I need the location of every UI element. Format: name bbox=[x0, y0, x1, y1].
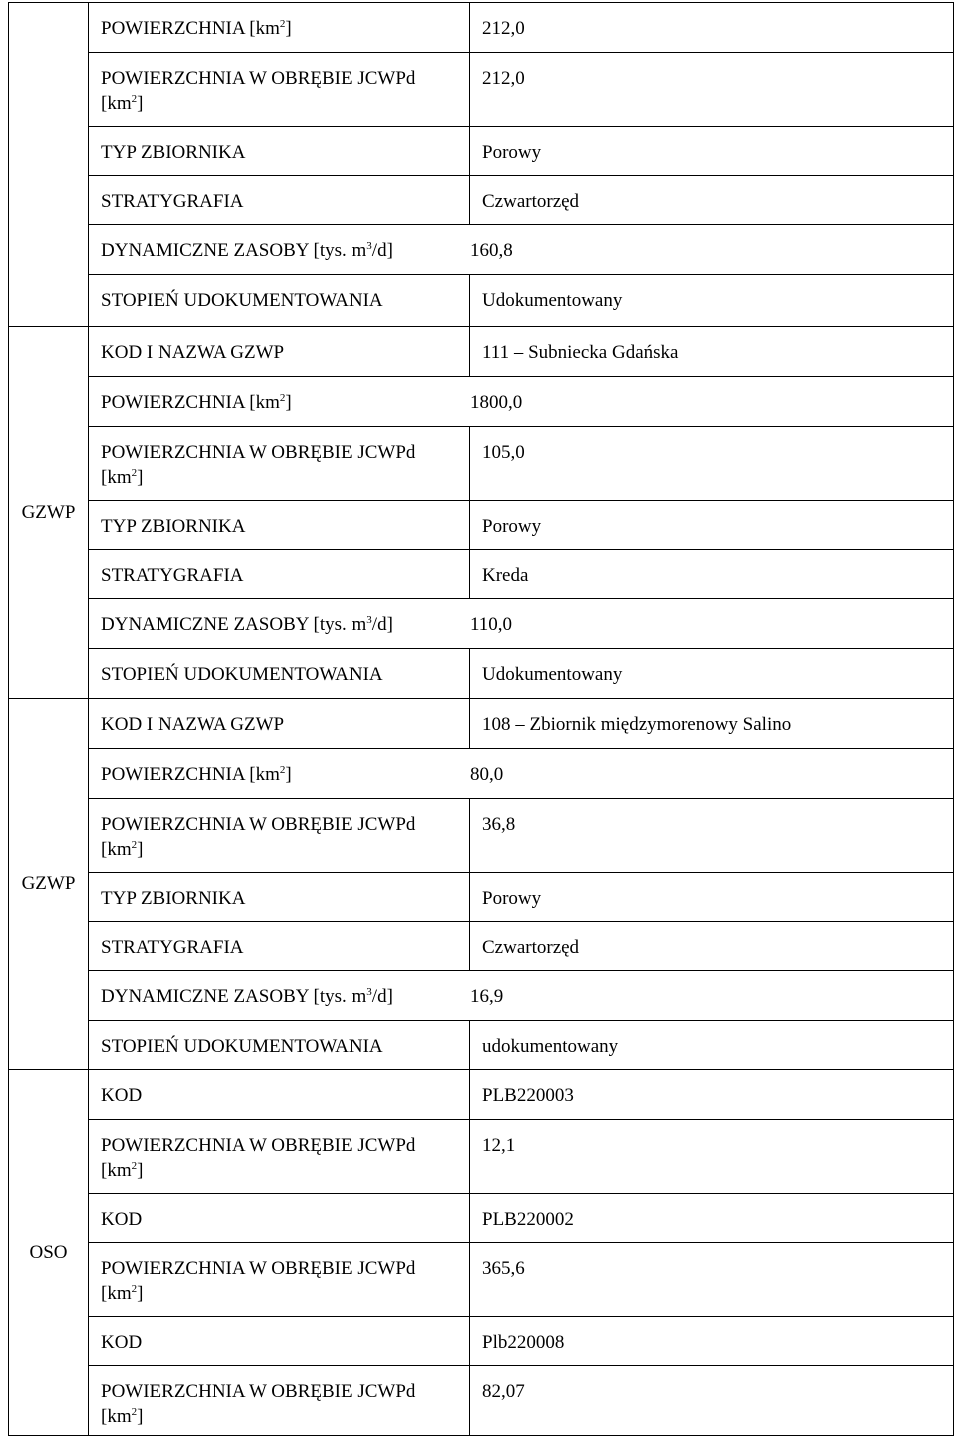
table-row bbox=[89, 376, 953, 426]
table-section bbox=[9, 1069, 953, 1435]
table-row bbox=[89, 1119, 953, 1193]
row-label: KOD bbox=[101, 1332, 143, 1353]
row-label: KOD bbox=[101, 1209, 143, 1230]
row-value: Czwartorzęd bbox=[482, 937, 580, 958]
row-label: STOPIEŃ UDOKUMENTOWANIA bbox=[101, 290, 383, 311]
table-row bbox=[89, 1193, 953, 1242]
groundwater-data-table bbox=[8, 2, 954, 1436]
row-value: 212,0 bbox=[482, 18, 525, 39]
row-value: 111 ⎯ Subniecka Gdańska bbox=[482, 342, 679, 363]
row-label: POWIERZCHNIA W OBRĘBIE JCWPd $[km^2]$ bbox=[101, 814, 416, 860]
table-section bbox=[9, 326, 953, 698]
row-value: Kreda bbox=[482, 565, 529, 586]
row-label: STRATYGRAFIA bbox=[101, 937, 244, 958]
table-row bbox=[89, 748, 953, 798]
row-value: 16,9 bbox=[470, 986, 504, 1007]
table-row bbox=[89, 549, 953, 598]
row-label: STRATYGRAFIA bbox=[101, 565, 244, 586]
row-label: DYNAMICZNE ZASOBY [tys. $m^3/d$] bbox=[101, 986, 393, 1007]
table-row bbox=[89, 798, 953, 872]
table-row bbox=[89, 52, 953, 126]
row-value: 82,07 bbox=[482, 1381, 525, 1402]
row-label: POWIERZCHNIA W OBRĘBIE JCWPd $[km^2]$ bbox=[101, 1381, 416, 1427]
table-row bbox=[89, 921, 953, 970]
table-row bbox=[89, 126, 953, 175]
row-label: TYP ZBIORNIKA bbox=[101, 888, 246, 909]
row-value: Porowy bbox=[482, 888, 542, 909]
row-value: udokumentowany bbox=[482, 1036, 619, 1057]
row-value: 160,8 bbox=[470, 240, 513, 261]
row-label: STRATYGRAFIA bbox=[101, 191, 244, 212]
group-cell bbox=[9, 3, 89, 326]
row-value: Porowy bbox=[482, 142, 542, 163]
table-row bbox=[89, 648, 953, 699]
row-label: TYP ZBIORNIKA bbox=[101, 516, 246, 537]
row-value: 212,0 bbox=[482, 68, 525, 89]
table-section bbox=[9, 698, 953, 1069]
table-row bbox=[89, 970, 953, 1020]
row-label: DYNAMICZNE ZASOBY [tys. $m^3/d$] bbox=[101, 614, 393, 635]
table-section bbox=[9, 3, 953, 326]
row-value: 1800,0 bbox=[470, 392, 523, 413]
group-cell: GZWP bbox=[9, 699, 89, 1069]
table-row bbox=[89, 327, 953, 376]
row-value: Udokumentowany bbox=[482, 290, 623, 311]
row-value: Plb220008 bbox=[482, 1332, 565, 1353]
row-value: 108 ⎯ Zbiornik międzymorenowy Salino bbox=[482, 714, 792, 735]
row-label: STOPIEŃ UDOKUMENTOWANIA bbox=[101, 664, 383, 685]
row-value: Porowy bbox=[482, 516, 542, 537]
table-row bbox=[89, 175, 953, 224]
row-value: PLB220003 bbox=[482, 1085, 574, 1106]
row-value: 36,8 bbox=[482, 814, 516, 835]
table-row bbox=[89, 224, 953, 274]
row-label: POWIERZCHNIA $[km^2]$ bbox=[101, 392, 292, 413]
table-row bbox=[89, 1070, 953, 1119]
table-row bbox=[89, 872, 953, 921]
row-value: 110,0 bbox=[470, 614, 513, 635]
row-value: 105,0 bbox=[482, 442, 525, 463]
table-row bbox=[89, 699, 953, 748]
group-cell: OSO bbox=[9, 1070, 89, 1435]
row-label: KOD bbox=[101, 1085, 143, 1106]
row-label: DYNAMICZNE ZASOBY [tys. $m^3/d$] bbox=[101, 240, 393, 261]
row-label: POWIERZCHNIA W OBRĘBIE JCWPd $[km^2]$ bbox=[101, 68, 416, 114]
row-label: POWIERZCHNIA W OBRĘBIE JCWPd $[km^2]$ bbox=[101, 1258, 416, 1304]
group-cell: GZWP bbox=[9, 327, 89, 698]
row-value: Czwartorzęd bbox=[482, 191, 580, 212]
row-value: PLB220002 bbox=[482, 1209, 574, 1230]
table-row bbox=[89, 500, 953, 549]
row-value: 12,1 bbox=[482, 1135, 516, 1156]
row-label: KOD I NAZWA GZWP bbox=[101, 714, 285, 735]
row-value: 80,0 bbox=[470, 764, 504, 785]
table-row bbox=[89, 1242, 953, 1316]
table-row bbox=[89, 3, 953, 52]
row-label: TYP ZBIORNIKA bbox=[101, 142, 246, 163]
table-row bbox=[89, 1316, 953, 1365]
table-row bbox=[89, 1020, 953, 1070]
row-label: POWIERZCHNIA W OBRĘBIE JCWPd $[km^2]$ bbox=[101, 1135, 416, 1181]
table-row bbox=[89, 1365, 953, 1436]
row-label: POWIERZCHNIA W OBRĘBIE JCWPd $[km^2]$ bbox=[101, 442, 416, 488]
row-label: KOD I NAZWA GZWP bbox=[101, 342, 285, 363]
row-label: POWIERZCHNIA $[km^2]$ bbox=[101, 18, 292, 39]
table-row bbox=[89, 598, 953, 648]
row-value: 365,6 bbox=[482, 1258, 525, 1279]
table-row bbox=[89, 426, 953, 500]
table-row bbox=[89, 274, 953, 326]
row-label: POWIERZCHNIA $[km^2]$ bbox=[101, 764, 292, 785]
row-label: STOPIEŃ UDOKUMENTOWANIA bbox=[101, 1036, 383, 1057]
row-value: Udokumentowany bbox=[482, 664, 623, 685]
